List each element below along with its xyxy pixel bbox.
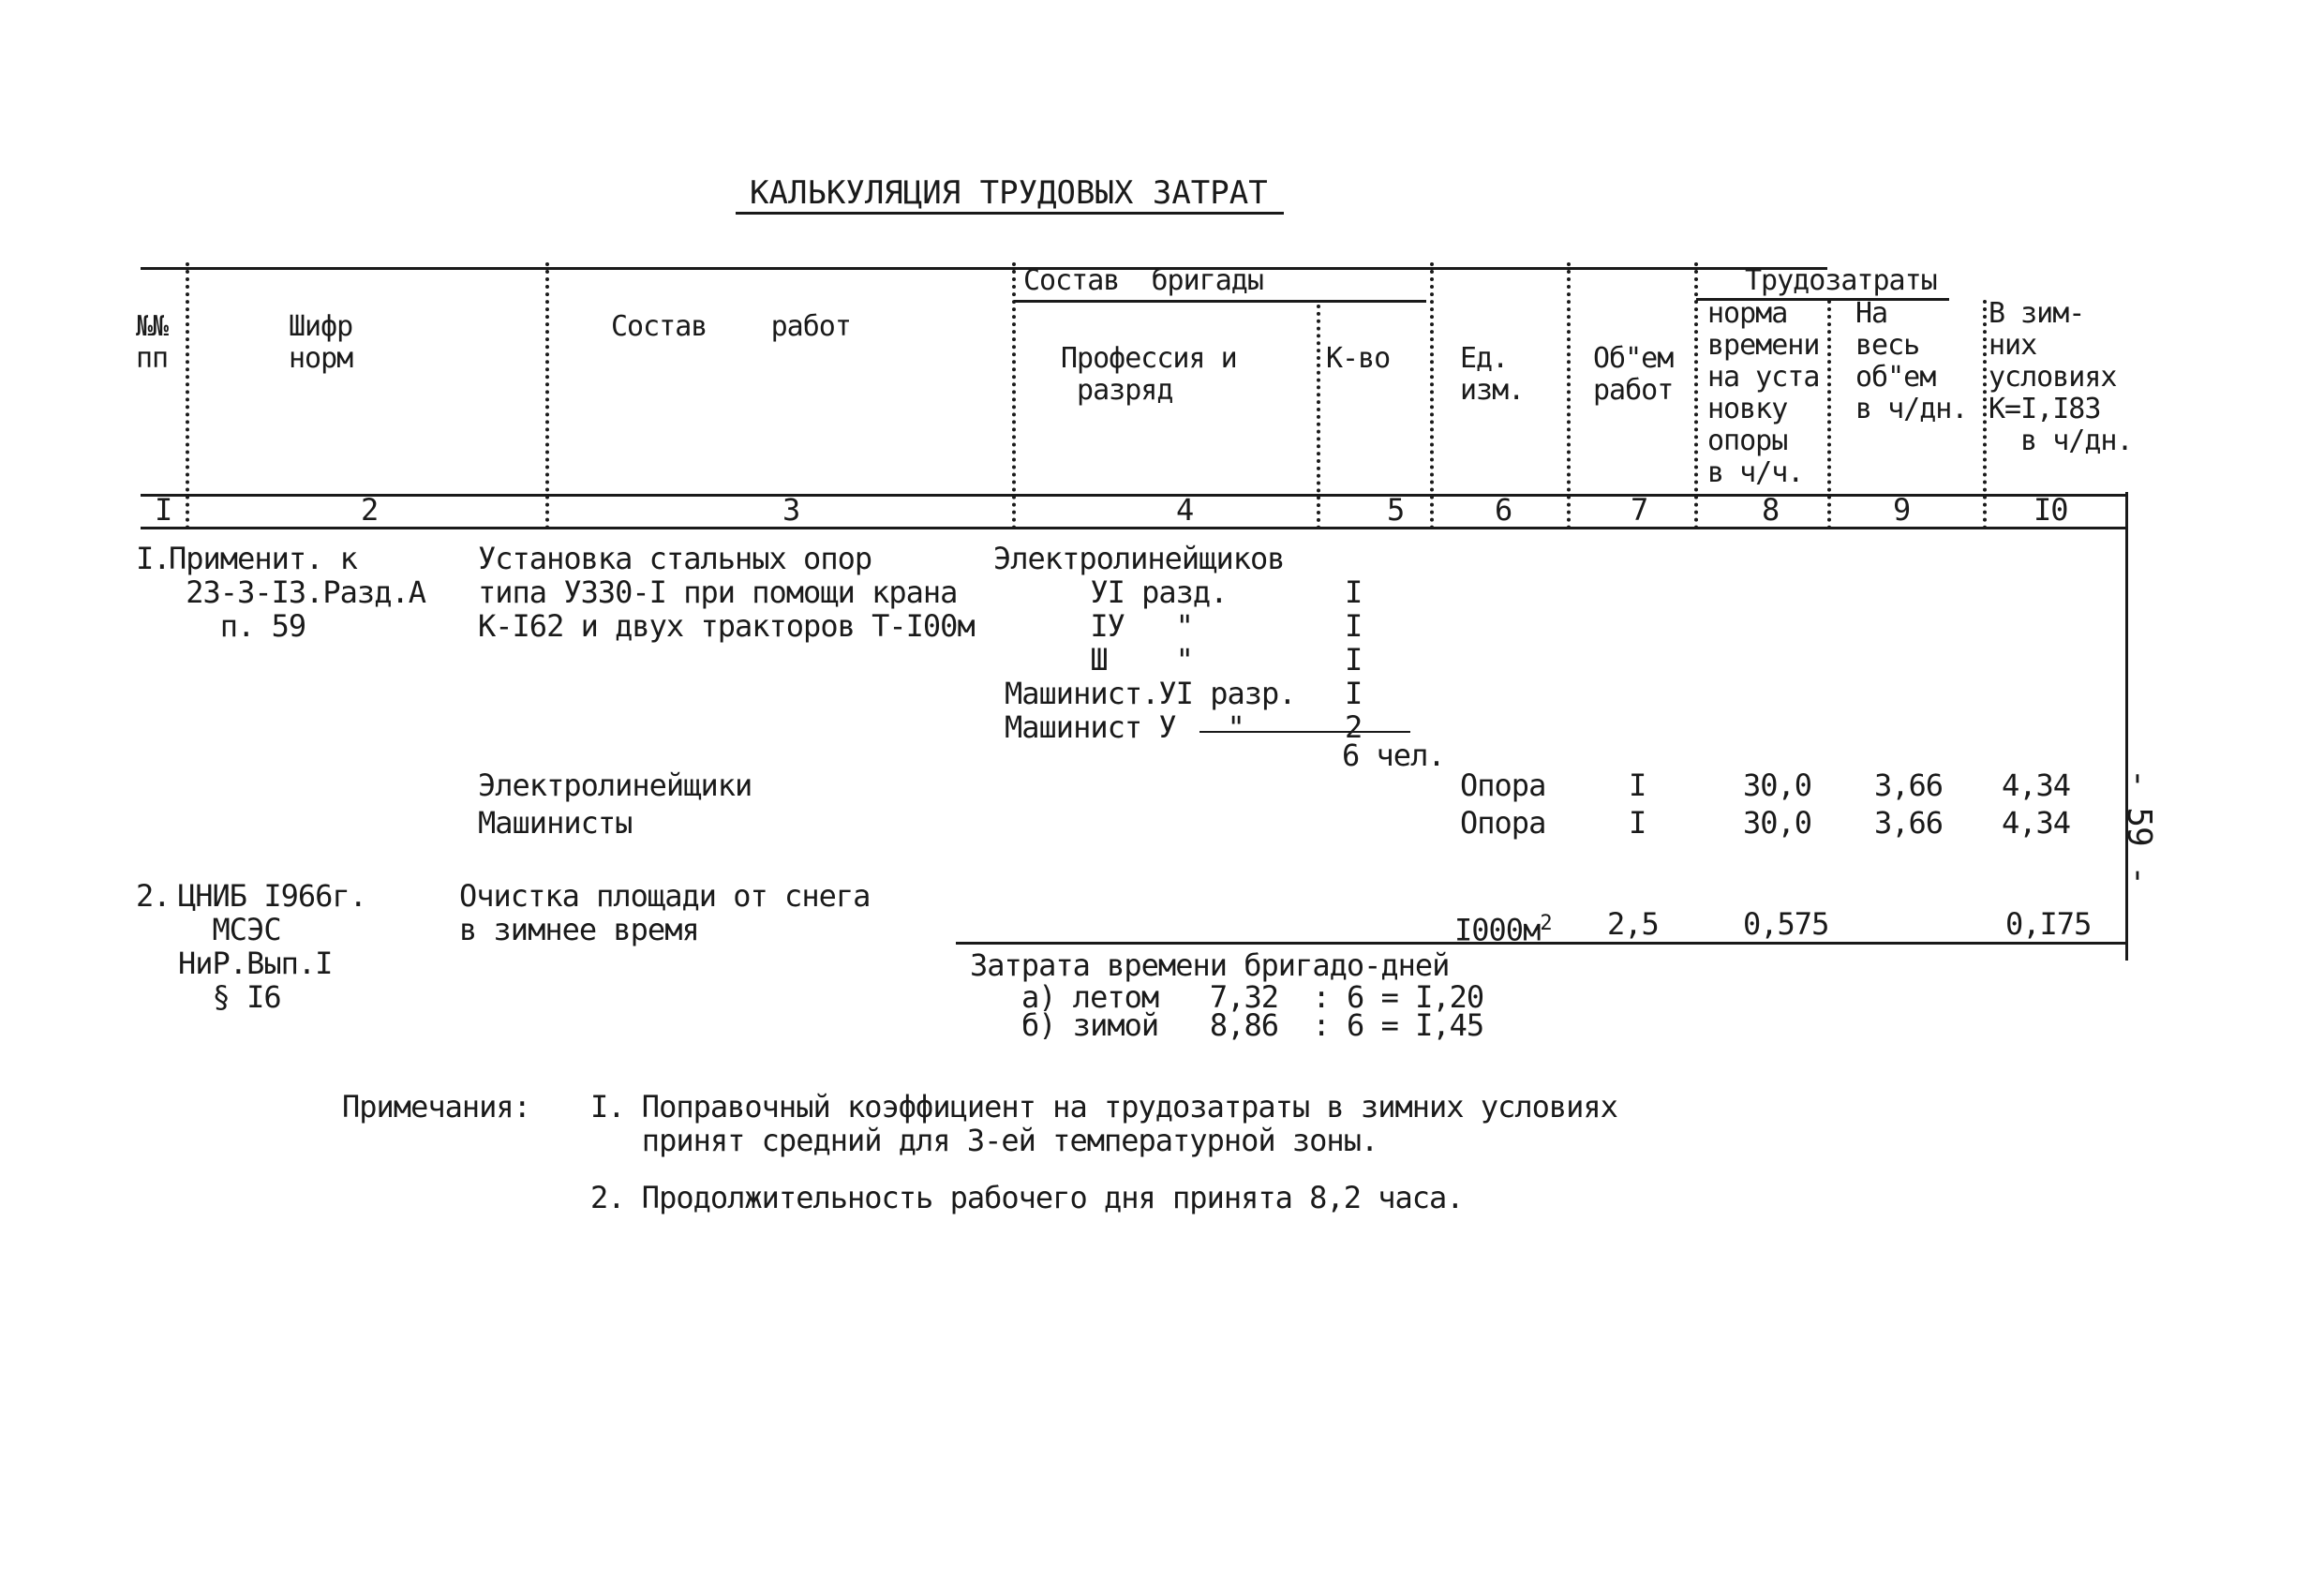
summary-winter: б) зимой 8,86 : 6 = I,45 <box>1021 1007 1484 1043</box>
col-number-7: 7 <box>1631 492 1648 528</box>
col-sep-8 <box>1827 300 1831 529</box>
row1-sub1-unit: Опора <box>1460 767 1546 803</box>
header-volume: Об"ем работ <box>1593 342 1674 407</box>
row2-volume: 2,5 <box>1607 906 1659 942</box>
summary-summer: а) летом 7,32 : 6 = I,20 <box>1021 979 1484 1015</box>
header-num: №№ пп <box>136 310 169 375</box>
row2-num: 2. <box>136 878 171 914</box>
table-top-rule <box>141 267 1827 270</box>
col-number-1: I <box>155 492 172 528</box>
col-sep-6 <box>1567 262 1571 529</box>
header-labor-group: Трудозатраты <box>1745 264 1937 297</box>
col-sep-5 <box>1430 262 1434 529</box>
page-title: КАЛЬКУЛЯЦИЯ ТРУДОВЫХ ЗАТРАТ <box>750 174 1268 212</box>
col-number-6: 6 <box>1495 492 1512 528</box>
header-unit: Ед. изм. <box>1460 342 1525 407</box>
row1-brigade-lead: Электролинейщиков <box>993 541 1285 576</box>
table-right-border <box>2125 492 2128 961</box>
header-count: К-во <box>1326 342 1391 375</box>
row2-unit-value: I000м <box>1454 912 1541 948</box>
row1-total-people: 6 чел. <box>1342 737 1445 773</box>
header-brigade: Состав бригады <box>1023 264 1263 297</box>
row1-work: Установка стальных опор типа УЗЗ0-I при помощи крана К-I62 и двух тракторов Т-I00м <box>478 541 975 644</box>
notes-label: Примечания: <box>342 1089 530 1125</box>
row1-sub2-norm: 30,0 <box>1743 805 1812 841</box>
row2-code: ЦНИБ I966г. МСЭС НиР.Вып.I § I6 <box>178 878 366 1015</box>
row1-sub2-winter: 4,34 <box>2002 805 2071 841</box>
col-number-3: 3 <box>782 492 800 528</box>
col-sep-1 <box>186 262 189 529</box>
row1-num: I. <box>136 541 171 576</box>
col-sep-7 <box>1694 262 1698 529</box>
row1-sub2-unit: Опора <box>1460 805 1546 841</box>
col-sep-4 <box>1317 305 1320 529</box>
header-work: Состав работ <box>611 310 851 343</box>
col-sep-9 <box>1983 300 1987 529</box>
row1-code: Применит. к 23-3-I3.Разд.А п. 59 <box>169 541 425 644</box>
row1-brigade-grades: УI разд. IУ " Ш " Машинист.УI разр. Машинист У " <box>1005 574 1296 745</box>
row1-sub1-winter: 4,34 <box>2002 767 2071 803</box>
row1-sub1-label: Электролинейщики <box>478 767 752 803</box>
row2-norm: 0,575 <box>1743 906 1829 942</box>
header-code: Шифр норм <box>289 310 353 375</box>
page-number: - 59 - <box>2120 768 2158 886</box>
row1-sub2-label: Машинисты <box>478 805 633 841</box>
col-number-9: 9 <box>1893 492 1911 528</box>
row2-unit <box>1454 907 1552 947</box>
row1-sub1-volume: I <box>1629 767 1646 803</box>
row1-brigade-counts: I I I I 2 <box>1345 574 1363 745</box>
col-number-8: 8 <box>1762 492 1780 528</box>
header-norm: норма времени на уста новку опоры в ч/ч. <box>1707 297 1820 489</box>
col-sep-3 <box>1012 262 1016 529</box>
col-number-5: 5 <box>1387 492 1405 528</box>
header-winter: В зим- них условиях К=I,I83 в ч/дн. <box>1989 297 2133 457</box>
row2-work: Очистка площади от снега в зимнее время <box>459 878 871 947</box>
row2-unit-sup: 2 <box>1540 912 1552 935</box>
header-profession: Профессия и разряд <box>1061 342 1237 407</box>
note-1: I. Поправочный коэффициент на трудозатраты в зимних условиях принят средний для 3-ей температурной зоны. <box>590 1089 1617 1158</box>
row1-sub2-total: 3,66 <box>1874 805 1944 841</box>
col-number-4: 4 <box>1176 492 1194 528</box>
col-sep-2 <box>545 262 549 529</box>
row2-winter: 0,I75 <box>2005 906 2092 942</box>
header-total: На весь об"ем в ч/дн. <box>1855 297 1968 425</box>
title-underline <box>736 212 1284 215</box>
col-number-2: 2 <box>361 492 379 528</box>
row1-sub2-volume: I <box>1629 805 1646 841</box>
row1-sub1-total: 3,66 <box>1874 767 1944 803</box>
col-number-10: I0 <box>2034 492 2068 528</box>
brigade-header-rule <box>1014 300 1426 303</box>
row1-sub1-norm: 30,0 <box>1743 767 1812 803</box>
summary-heading: Затрата времени бригадо-дней <box>970 947 1450 983</box>
note-2: 2. Продолжительность рабочего дня принята 8,2 часа. <box>590 1180 1464 1215</box>
